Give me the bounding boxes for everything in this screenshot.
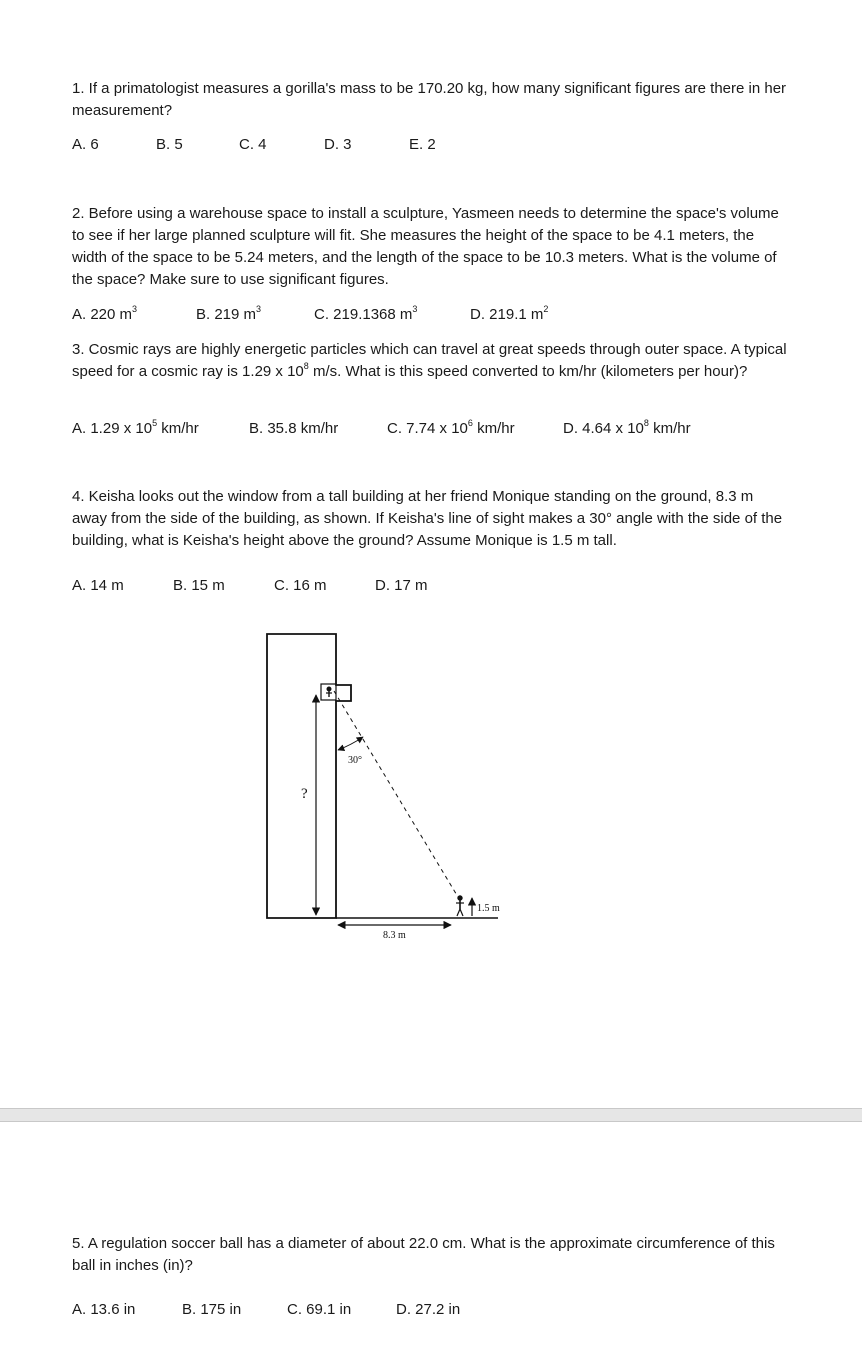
q5-option-c: C. 69.1 in <box>287 1301 352 1318</box>
line-of-sight <box>334 691 458 897</box>
question-4-text: 4. Keisha looks out the window from a tall building at her friend Monique standing on the ground, 8.3 m away from the side of the building, as shown. If Keisha's line of sight makes a 30° angle with the side of the building, what is Keisha's height above the ground? Assume Monique is 1.5 m tall. <box>72 488 783 549</box>
keisha-figure-icon <box>326 687 332 697</box>
q1-option-b: B. 5 <box>156 136 183 153</box>
q5-option-d: D. 27.2 in <box>396 1301 461 1318</box>
q2-option-c: C. 219.1368 $m^3$ <box>314 304 418 323</box>
angle-arc <box>338 737 363 750</box>
page-break <box>0 1108 862 1122</box>
q3-option-a: A. 1.29 x $10^5$ km/hr <box>72 418 199 437</box>
q4-option-d: D. 17 m <box>375 577 428 594</box>
q1-option-c: C. 4 <box>239 136 267 153</box>
document-page-2 <box>0 1122 862 1358</box>
q2-option-b: B. 219 $m^3$ <box>196 304 262 323</box>
q4-option-c: C. 16 m <box>274 577 327 594</box>
q1-option-e: E. 2 <box>409 136 436 153</box>
q3-option-c: C. 7.74 x $10^6$ km/hr <box>387 418 515 437</box>
angle-label: 30° <box>348 755 362 766</box>
q3-option-d: D. 4.64 x $10^8$ km/hr <box>563 418 691 437</box>
q2-option-a: A. 220 $m^3$ <box>72 304 138 323</box>
q3-option-b: B. 35.8 km/hr <box>249 420 339 437</box>
building-diagram <box>255 625 515 945</box>
question-1-text: 1. If a primatologist measures a gorilla's mass to be 170.20 kg, how many significant figures are there in her measurement? <box>72 80 787 119</box>
question-3-text: 3. Cosmic rays are highly energetic particles which can travel at great speeds through outer space. A typical speed for a cosmic ray is 1.29 x $10^8$ m/s. What is this speed converted to km/hr (kilometers per hour)? <box>72 341 787 380</box>
q4-option-b: B. 15 m <box>173 577 225 594</box>
q4-option-a: A. 14 m <box>72 577 124 594</box>
building-outline <box>267 634 351 918</box>
question-2-text: 2. Before using a warehouse space to install a sculpture, Yasmeen needs to determine the space's volume to see if her large planned sculpture will fit. She measures the height of the space to be 4.1 meters, the width of the space to be 5.24 meters, and the length of the space to be 10.3 meters. What is the volume of the space? Make sure to use significant figures. <box>72 205 779 288</box>
q5-option-b: B. 175 in <box>182 1301 242 1318</box>
monique-figure-icon <box>456 896 464 916</box>
q1-option-a: A. 6 <box>72 136 99 153</box>
q2-option-d: D. 219.1 $m^2$ <box>470 304 549 323</box>
person-height-label: 1.5 m <box>477 903 500 914</box>
height-label: ? <box>301 786 308 802</box>
distance-label: 8.3 m <box>383 930 406 941</box>
q1-option-d: D. 3 <box>324 136 352 153</box>
question-5-text: 5. A regulation soccer ball has a diameter of about 22.0 cm. What is the approximate circumference of this ball in inches (in)? <box>72 1235 775 1274</box>
q5-option-a: A. 13.6 in <box>72 1301 136 1318</box>
